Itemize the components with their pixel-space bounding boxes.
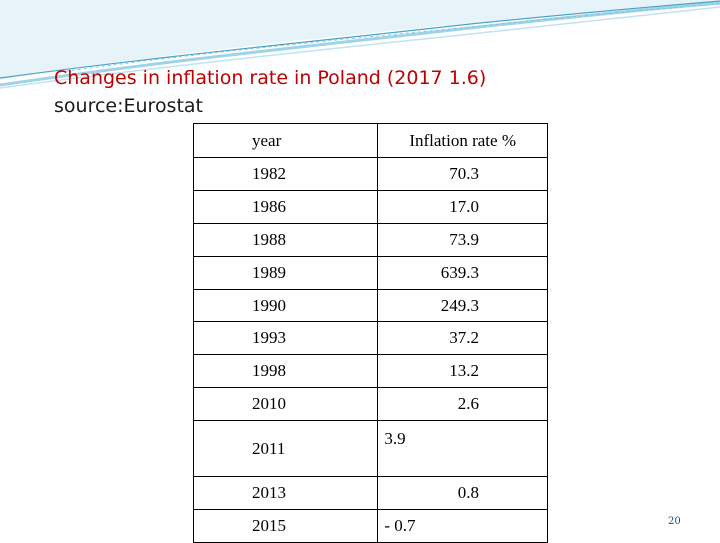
title-text: Changes in inflation rate in Poland (2017 1.6) [54,67,487,89]
year-cell: 1986 [194,190,378,223]
rate-cell: 639.3 [378,256,548,289]
table-row [194,322,548,355]
rate-cell: 73.9 [378,223,548,256]
rate-cell: 70.3 [378,158,548,191]
year-cell: 2013 [194,477,378,510]
table-row [194,158,548,191]
source-subtitle: source:Eurostat [54,95,204,117]
table-row [194,190,548,223]
column-header-rate: Inflation rate % [378,124,548,158]
year-cell: 2011 [194,421,378,477]
year-cell: 1998 [194,355,378,388]
page-number: 20 [668,516,681,527]
rate-cell: - 0.7 [378,510,548,543]
year-cell: 1993 [194,322,378,355]
page-title [54,64,574,120]
table-row [194,510,548,543]
year-cell: 1988 [194,223,378,256]
rate-cell: 37.2 [378,322,548,355]
table-row [194,289,548,322]
table-row [194,355,548,388]
table-row [194,256,548,289]
rate-cell: 3.9 [378,421,548,477]
table-row [194,421,548,477]
table-row [194,223,548,256]
table-row [194,477,548,510]
year-cell: 2015 [194,510,378,543]
column-header-year: year [194,124,378,158]
rate-cell: 2.6 [378,388,548,421]
rate-cell: 13.2 [378,355,548,388]
year-cell: 1989 [194,256,378,289]
rate-cell: 17.0 [378,190,548,223]
rate-cell: 249.3 [378,289,548,322]
inflation-table [193,123,548,543]
year-cell: 1982 [194,158,378,191]
table-row [194,388,548,421]
table-header-row [194,124,548,158]
year-cell: 2010 [194,388,378,421]
rate-cell: 0.8 [378,477,548,510]
year-cell: 1990 [194,289,378,322]
